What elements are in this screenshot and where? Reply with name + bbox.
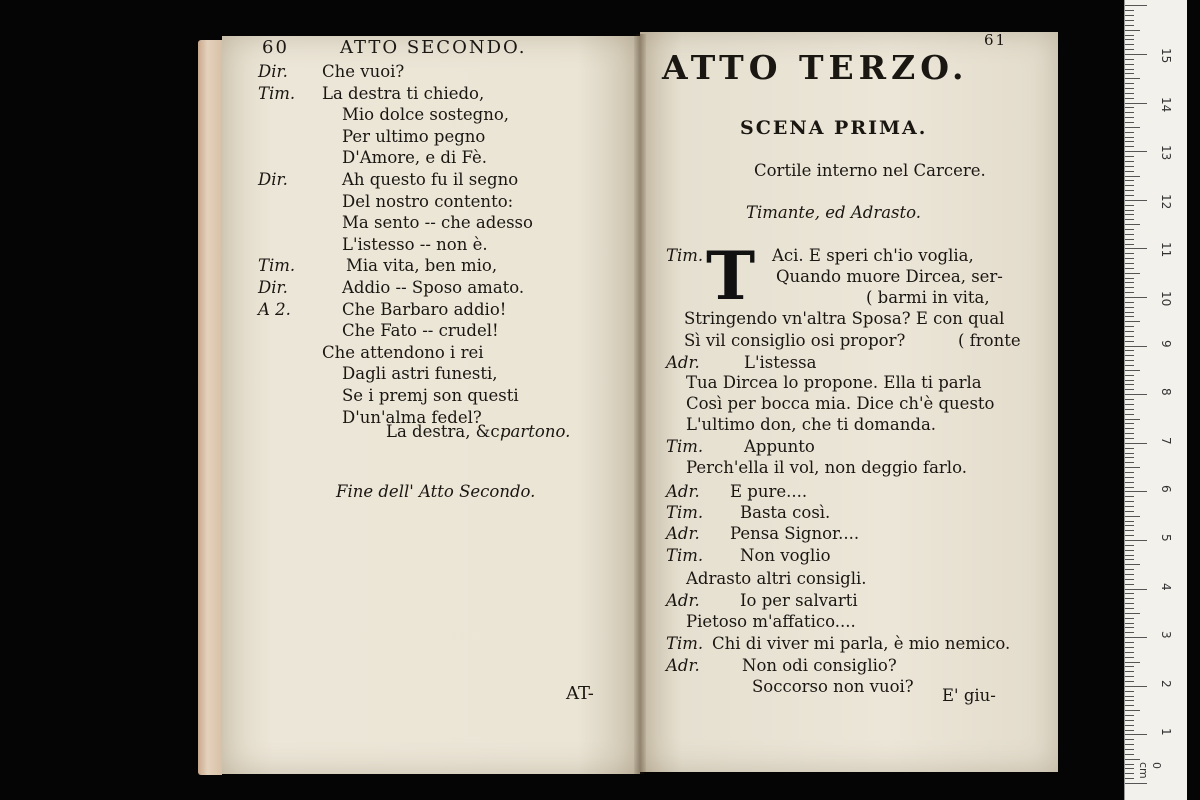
ruler-tick xyxy=(1125,725,1134,726)
ruler-tick xyxy=(1125,185,1134,186)
ruler-tick xyxy=(1125,598,1134,599)
ruler-tick xyxy=(1125,5,1147,6)
verse-line: Se i premj son questi xyxy=(342,386,519,405)
speaker-label: A 2. xyxy=(258,299,291,319)
ruler-tick xyxy=(1125,696,1134,697)
ruler-tick xyxy=(1125,414,1134,415)
ruler-tick xyxy=(1125,380,1134,381)
ruler-tick xyxy=(1125,754,1134,755)
ruler-tick xyxy=(1125,103,1147,104)
ruler-tick xyxy=(1125,662,1140,663)
ruler-tick xyxy=(1125,112,1134,113)
ruler-tick xyxy=(1125,657,1134,658)
speaker-label: Dir. xyxy=(258,170,288,189)
ruler-tick xyxy=(1125,355,1134,356)
ruler-tick xyxy=(1125,720,1134,721)
ruler-tick xyxy=(1125,224,1140,225)
left-running-head: ATTO SECONDO. xyxy=(340,37,527,58)
ruler-tick xyxy=(1125,39,1134,40)
ruler-number: 15 xyxy=(1159,48,1173,64)
ruler-tick xyxy=(1125,302,1134,303)
ruler-tick xyxy=(1125,307,1134,308)
verse-line: Chi di viver mi parla, è mio nemico. xyxy=(712,634,1011,653)
verse-line: Del nostro contento: xyxy=(342,191,514,211)
ruler-number: 6 xyxy=(1159,485,1173,494)
ruler-tick xyxy=(1125,98,1134,99)
scene-characters: Timante, ed Adrasto. xyxy=(746,203,922,222)
ruler-tick xyxy=(1125,88,1134,89)
ruler-tick xyxy=(1125,642,1134,643)
ruler-tick xyxy=(1125,229,1134,230)
speaker-label: Adr. xyxy=(666,524,700,543)
ruler-tick xyxy=(1125,443,1147,444)
speaker-label: Tim. xyxy=(258,83,296,103)
measuring-ruler xyxy=(1124,0,1187,800)
ruler-number: 10 xyxy=(1159,291,1173,307)
left-catchword: AT- xyxy=(566,683,594,704)
ruler-tick xyxy=(1125,453,1134,454)
verse-line: Tua Dircea lo propone. Ella ti parla xyxy=(686,373,982,392)
verse-line: L'istesso -- non è. xyxy=(342,234,488,254)
ruler-tick xyxy=(1125,73,1134,74)
ruler-tick xyxy=(1125,331,1134,332)
ruler-tick xyxy=(1125,282,1134,283)
verse-line: Stringendo vn'altra Sposa? E con qual xyxy=(684,309,1005,328)
ruler-tick xyxy=(1125,734,1147,735)
ruler-tick xyxy=(1125,623,1134,624)
ruler-tick xyxy=(1125,210,1134,211)
scene-setting: Cortile interno nel Carcere. xyxy=(754,161,986,180)
ruler-tick xyxy=(1125,584,1134,585)
ruler-tick xyxy=(1125,691,1134,692)
speaker-label: Dir. xyxy=(258,62,288,81)
ruler-tick xyxy=(1125,559,1134,560)
verse-line: Dagli astri funesti, xyxy=(342,364,498,384)
ruler-number: 8 xyxy=(1159,388,1173,396)
ruler-tick xyxy=(1125,365,1134,366)
ruler-tick xyxy=(1125,312,1134,313)
ruler-tick xyxy=(1125,350,1134,351)
ruler-tick xyxy=(1125,579,1134,580)
ruler-tick xyxy=(1125,78,1140,79)
verse-line: Soccorso non vuoi? xyxy=(752,677,914,696)
speaker-label: Tim. xyxy=(666,437,704,456)
ruler-tick xyxy=(1125,195,1134,196)
book-gutter xyxy=(634,34,646,774)
ruler-tick xyxy=(1125,666,1134,667)
ruler-tick xyxy=(1125,540,1147,541)
ruler-tick xyxy=(1125,739,1134,740)
ruler-tick xyxy=(1125,244,1134,245)
book-edge xyxy=(198,40,222,775)
ruler-tick xyxy=(1125,516,1140,517)
speaker-label: Adr. xyxy=(666,482,700,501)
ruler-tick xyxy=(1125,477,1134,478)
ruler-tick xyxy=(1125,608,1134,609)
ruler-tick xyxy=(1125,506,1134,507)
ruler-tick xyxy=(1125,428,1134,429)
verse-line: Perch'ella il vol, non deggio farlo. xyxy=(686,458,967,477)
ruler-tick xyxy=(1125,44,1134,45)
ruler-tick xyxy=(1125,404,1134,405)
ruler-tick xyxy=(1125,20,1134,21)
ruler-unit-label: 0 cm xyxy=(1137,762,1163,779)
ruler-tick xyxy=(1125,574,1134,575)
ruler-tick xyxy=(1125,166,1134,167)
ruler-tick xyxy=(1125,681,1134,682)
ruler-tick xyxy=(1125,146,1134,147)
ruler-tick xyxy=(1125,258,1134,259)
ruler-tick xyxy=(1125,176,1140,177)
ruler-number: 2 xyxy=(1159,679,1173,688)
ruler-tick xyxy=(1125,457,1134,458)
verse-line: Ah questo fu il segno xyxy=(342,170,519,189)
ruler-tick xyxy=(1125,219,1134,220)
ruler-tick xyxy=(1125,107,1134,108)
verse-line: Addio -- Sposo amato. xyxy=(342,278,525,297)
ruler-tick xyxy=(1125,375,1134,376)
ruler-tick xyxy=(1125,525,1134,526)
ruler-tick xyxy=(1125,496,1134,497)
ruler-tick xyxy=(1125,384,1134,385)
ruler-tick xyxy=(1125,676,1134,677)
ruler-tick xyxy=(1125,64,1134,65)
verse-line: Per ultimo pegno xyxy=(342,126,486,146)
verse-line: Mia vita, ben mio, xyxy=(346,256,498,276)
verse-line: Aci. E speri ch'io voglia, xyxy=(772,246,974,265)
ruler-tick xyxy=(1125,686,1147,687)
ruler-tick xyxy=(1125,399,1134,400)
verse-line: ( barmi in vita, xyxy=(866,288,990,307)
ruler-tick xyxy=(1125,511,1134,512)
ruler-tick xyxy=(1125,341,1134,342)
verse-line: ( fronte xyxy=(958,331,1021,350)
verse-line: Pietoso m'affatico.... xyxy=(686,612,856,631)
ruler-tick xyxy=(1125,433,1134,434)
verse-line: Che attendono i rei xyxy=(322,342,484,362)
verse-line: Sì vil consiglio osi propor? xyxy=(684,331,906,350)
ruler-tick xyxy=(1125,117,1134,118)
verse-line: Basta così. xyxy=(740,503,831,522)
ruler-tick xyxy=(1125,336,1134,337)
ruler-tick xyxy=(1125,268,1134,269)
ruler-tick xyxy=(1125,35,1134,36)
verse-line: D'un'alma fedel? xyxy=(342,407,482,427)
ruler-tick xyxy=(1125,132,1134,133)
ruler-tick xyxy=(1125,239,1134,240)
ruler-tick xyxy=(1125,671,1134,672)
left-page-number: 60 xyxy=(262,37,289,58)
ruler-tick xyxy=(1125,535,1134,536)
ruler-tick xyxy=(1125,487,1134,488)
ruler-tick xyxy=(1125,273,1140,274)
verse-line: Che Fato -- crudel! xyxy=(342,321,499,341)
left-exit-direction: partono. xyxy=(500,422,571,441)
ruler-tick xyxy=(1125,346,1147,347)
left-exit-line: La destra, &c. xyxy=(386,422,505,441)
ruler-tick xyxy=(1125,287,1134,288)
ruler-tick xyxy=(1125,180,1134,181)
ruler-tick xyxy=(1125,171,1134,172)
right-page-number: 61 xyxy=(984,31,1008,49)
ruler-tick xyxy=(1125,394,1147,395)
ruler-tick xyxy=(1125,589,1147,590)
ruler-tick xyxy=(1125,632,1134,633)
ruler-number: 5 xyxy=(1159,534,1173,542)
verse-line: L'ultimo don, che ti domanda. xyxy=(686,415,937,434)
ruler-tick xyxy=(1125,773,1134,774)
ruler-number: 4 xyxy=(1159,582,1173,591)
verse-line: E pure.... xyxy=(730,482,808,501)
ruler-number: 7 xyxy=(1159,436,1173,445)
speaker-label: Tim. xyxy=(666,503,704,522)
ruler-tick xyxy=(1125,564,1140,565)
verse-line: Pensa Signor.... xyxy=(730,524,860,543)
verse-line: La destra ti chiedo, xyxy=(322,83,485,103)
verse-line: L'istessa xyxy=(744,353,817,372)
verse-line: Mio dolce sostegno, xyxy=(342,105,510,125)
ruler-number: 14 xyxy=(1159,96,1173,112)
ruler-number: 1 xyxy=(1159,728,1173,737)
ruler-tick xyxy=(1125,593,1134,594)
ruler-number: 13 xyxy=(1159,145,1173,161)
ruler-tick xyxy=(1125,555,1134,556)
verse-line: Ma sento -- che adesso xyxy=(342,213,533,233)
ruler-tick xyxy=(1125,59,1134,60)
verse-line: Non voglio xyxy=(740,546,831,565)
ruler-tick xyxy=(1125,389,1134,390)
ruler-tick xyxy=(1125,715,1134,716)
ruler-number: 11 xyxy=(1159,242,1173,258)
speaker-label: Tim. xyxy=(666,546,704,565)
ruler-tick xyxy=(1125,297,1147,298)
ruler-tick xyxy=(1125,768,1134,769)
ruler-tick xyxy=(1125,161,1134,162)
ruler-number: 3 xyxy=(1159,631,1173,639)
speaker-label: Tim. xyxy=(666,634,704,653)
ruler-tick xyxy=(1125,127,1140,128)
ruler-tick xyxy=(1125,49,1134,50)
ruler-tick xyxy=(1125,370,1140,371)
verse-line: Così per bocca mia. Dice ch'è questo xyxy=(686,394,995,413)
speaker-label: Adr. xyxy=(666,591,700,610)
ruler-tick xyxy=(1125,156,1134,157)
ruler-tick xyxy=(1125,603,1134,604)
verse-line: Che Barbaro addio! xyxy=(342,299,507,319)
ruler-tick xyxy=(1125,472,1134,473)
ruler-tick xyxy=(1125,69,1134,70)
ruler-tick xyxy=(1125,448,1134,449)
ruler-tick xyxy=(1125,438,1134,439)
ruler-tick xyxy=(1125,93,1134,94)
ruler-tick xyxy=(1125,190,1134,191)
ruler-tick xyxy=(1125,83,1134,84)
ruler-tick xyxy=(1125,15,1134,16)
ruler-tick xyxy=(1125,141,1134,142)
ruler-tick xyxy=(1125,137,1134,138)
ruler-tick xyxy=(1125,234,1134,235)
ruler-tick xyxy=(1125,316,1134,317)
ruler-tick xyxy=(1125,700,1134,701)
ruler-tick xyxy=(1125,759,1140,760)
ruler-tick xyxy=(1125,710,1140,711)
speaker-label: Adr. xyxy=(666,656,700,675)
scene-title: SCENA PRIMA. xyxy=(740,117,928,139)
speaker-label: Tim. xyxy=(258,256,296,276)
ruler-tick xyxy=(1125,569,1134,570)
ruler-tick xyxy=(1125,462,1134,463)
ruler-tick xyxy=(1125,326,1134,327)
verse-line: Io per salvarti xyxy=(740,591,858,610)
ruler-tick xyxy=(1125,409,1134,410)
ruler-tick xyxy=(1125,613,1140,614)
ruler-tick xyxy=(1125,482,1134,483)
ruler-tick xyxy=(1125,545,1134,546)
ruler-tick xyxy=(1125,647,1134,648)
end-of-act-line: Fine dell' Atto Secondo. xyxy=(336,482,536,501)
ruler-tick xyxy=(1125,627,1134,628)
right-catchword: E' giu- xyxy=(942,686,996,705)
ruler-tick xyxy=(1125,321,1140,322)
verse-line: Non odi consiglio? xyxy=(742,656,897,675)
ruler-tick xyxy=(1125,530,1134,531)
ruler-tick xyxy=(1125,30,1140,31)
ruler-tick xyxy=(1125,54,1147,55)
verse-line: Che vuoi? xyxy=(322,62,405,81)
ruler-tick xyxy=(1125,491,1147,492)
ruler-tick xyxy=(1125,419,1140,420)
ruler-tick xyxy=(1125,778,1134,779)
ruler-tick xyxy=(1125,423,1134,424)
ruler-tick xyxy=(1125,292,1134,293)
ruler-tick xyxy=(1125,521,1134,522)
ruler-tick xyxy=(1125,122,1134,123)
ruler-tick xyxy=(1125,278,1134,279)
verse-line: D'Amore, e di Fè. xyxy=(342,148,488,168)
ruler-tick xyxy=(1125,749,1134,750)
ruler-tick xyxy=(1125,248,1147,249)
verse-line: Quando muore Dircea, ser- xyxy=(776,267,1003,286)
ruler-tick xyxy=(1125,744,1134,745)
ruler-tick xyxy=(1125,360,1134,361)
ruler-tick xyxy=(1125,501,1134,502)
act-title: ATTO TERZO. xyxy=(662,48,969,87)
ruler-tick xyxy=(1125,200,1147,201)
ruler-tick xyxy=(1125,730,1134,731)
ruler-tick xyxy=(1125,550,1134,551)
speaker-label: Tim. xyxy=(666,246,704,265)
ruler-tick xyxy=(1125,253,1134,254)
drop-cap: T xyxy=(706,237,756,315)
ruler-tick xyxy=(1125,467,1140,468)
ruler-tick xyxy=(1125,263,1134,264)
ruler-number: 12 xyxy=(1159,193,1173,210)
ruler-tick xyxy=(1125,214,1134,215)
verse-line: Appunto xyxy=(744,437,815,456)
ruler-tick xyxy=(1125,637,1147,638)
ruler-number: 9 xyxy=(1159,339,1173,348)
ruler-tick xyxy=(1125,151,1147,152)
ruler-tick xyxy=(1125,205,1134,206)
ruler-tick xyxy=(1125,652,1134,653)
ruler-tick xyxy=(1125,705,1134,706)
ruler-tick xyxy=(1125,764,1134,765)
verse-line: Adrasto altri consigli. xyxy=(686,569,867,588)
ruler-tick xyxy=(1125,10,1134,11)
speaker-label: Adr. xyxy=(666,353,700,372)
ruler-tick xyxy=(1125,25,1134,26)
speaker-label: Dir. xyxy=(258,278,288,297)
ruler-tick xyxy=(1125,618,1134,619)
